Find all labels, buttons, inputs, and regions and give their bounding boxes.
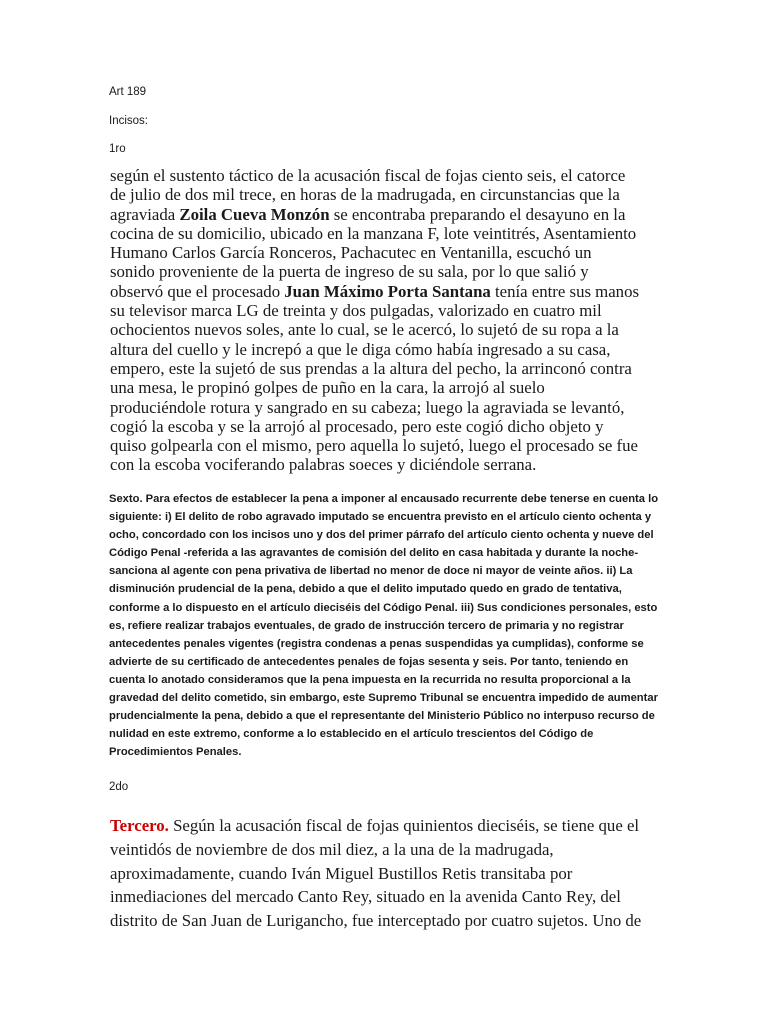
tercero-text: Según la acusación fiscal de fojas quinientos dieciséis, se tiene que el veintidós de noviembre de dos mil diez, a la una de la madrugada, aproximadamente, cuando Iván Miguel Bustillos Retis transitaba por inmediaciones del mercado Canto Rey, situado en la avenida Canto Rey, del distrito de San Juan de Lurigancho, fue interceptado por cuatro sujetos. Uno de: [110, 816, 642, 931]
para1-text-a: según el sustento táctico de la acusación fiscal de fojas ciento seis, el catorce de julio de dos mil trece, en horas de la madrugada, en circunstancias que la agraviada: [110, 166, 626, 224]
tercero-label: Tercero.: [110, 816, 169, 835]
para1-text-b: se encontraba preparando el desayuno en la cocina de su domicilio, ubicado en la manzana F, lote veintitrés, Asentamiento Humano Carlos García Ronceros, Pachacutec en Ventanilla, escuchó un sonido proveniente de la puerta de ingreso de su sala, por lo que salió y observó que el procesado: [110, 204, 637, 301]
accused-name: Juan Máximo Porta Santana: [284, 281, 491, 301]
tercero-paragraph: [110, 814, 650, 933]
para1-text-c: tenía entre sus manos su televisor marca LG de treinta y dos pulgadas, valorizado en cuatro mil ochocientos nuevos soles, ante lo cual, se le acercó, lo sujetó de su ropa a la altura del cuello y le increpó a que le diga cómo había ingresado a su casa, empero, este la sujetó de sus prendas a la altura del pecho, la arrinconó contra una mesa, le propinó golpes de puño en la cara, la arrojó al suelo produciéndole rotura y sangrado en su cabeza; luego la agraviada se levantó, cogió la escoba y se la arrojó al procesado, pero este cogió dicho objeto y quiso golpearla con el mismo, pero aquella lo sujetó, luego el procesado se fue con la escoba vociferando palabras soeces y diciéndole serrana.: [110, 281, 639, 475]
inciso-2-heading: 2do: [109, 781, 129, 793]
inciso-1-paragraph: [110, 166, 640, 475]
sexto-paragraph: Sexto. Para efectos de establecer la pena a imponer al encausado recurrente debe tenerse en cuenta lo siguiente: i) El delito de robo agravado imputado se encuentra previsto en el artículo ciento ochenta y ocho, concordado con los incisos uno y dos del primer párrafo del artículo ciento ochenta y nueve del Código Penal -referida a las agravantes de comisión del delito en casa habitada y durante la noche- sanciona al agente con pena privativa de libertad no menor de doce ni mayor de veinte años. ii) La disminución prudencial de la pena, debido a que el delito imputado quedo en grado de tentativa, conforme a lo dispuesto en el artículo dieciséis del Código Penal. iii) Sus condiciones personales, esto es, refiere realizar trabajos eventuales, de grado de instrucción tercero de primaria y no registrar antecedentes penales vigentes (registra condenas a penas suspendidas ya cumplidas), conforme se advierte de su certificado de antecedentes penales de fojas sesenta y seis. Por tanto, teniendo en cuenta lo anotado consideramos que la pena impuesta en la recurrida no resulta proporcional a la gravedad del delito cometido, sin embargo, este Supremo Tribunal se encuentra impedido de aumentar prudencialmente la pena, debido a que el representante del Ministerio Público no interpuso recurso de nulidad en este extremo, conforme a lo establecido en el artículo trescientos del Código de Procedimientos Penales.: [109, 493, 659, 759]
article-heading: Art 189: [109, 86, 147, 98]
inciso-1-heading: 1ro: [109, 143, 126, 155]
victim-name: Zoila Cueva Monzón: [179, 204, 330, 224]
incisos-heading: Incisos:: [109, 115, 148, 127]
